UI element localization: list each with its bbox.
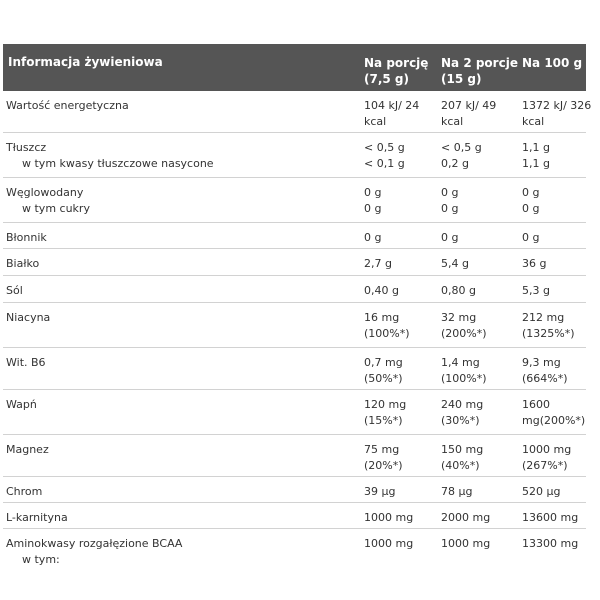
table-cell [364,185,440,217]
cell-text: Aminokwasy rozgałęzione BCAA [6,537,183,550]
table-cell [364,98,440,130]
table-row [3,348,586,390]
header-per-100g [522,55,588,71]
table-body [3,91,592,573]
table-cell [364,230,440,246]
cell-text: 1000 mg [441,537,491,550]
table-cell [364,442,440,474]
cell-text: 0 g [522,186,540,199]
cell-text: Wit. B6 [6,356,46,369]
table-cell [6,185,361,217]
table-cell [364,140,440,172]
cell-text: w tym cukry [22,202,90,215]
cell-text: (100%*) [441,372,487,385]
header-per-2-servings [441,55,517,87]
cell-text: kcal [364,115,387,128]
table-row [3,477,586,503]
cell-text: 0,7 mg [364,356,403,369]
table-cell [522,355,588,387]
cell-text: 150 mg [441,443,484,456]
cell-text: (30%*) [441,414,480,427]
cell-text: 13300 mg [522,537,579,550]
table-cell [441,536,517,552]
cell-text: 0 g [364,186,382,199]
table-cell [522,442,588,474]
table-row [3,91,592,133]
table-cell [441,230,517,246]
table-cell [6,397,361,413]
table-cell [522,256,588,272]
cell-text: 0 g [441,186,459,199]
cell-text: < 0,5 g [441,141,482,154]
cell-text: Chrom [6,485,43,498]
table-cell [6,230,361,246]
table-row [3,503,586,529]
table-cell [522,397,588,429]
cell-text: 9,3 mg [522,356,561,369]
cell-text: Błonnik [6,231,47,244]
cell-text: 16 mg [364,311,400,324]
cell-text: 36 g [522,257,547,270]
cell-text: (20%*) [364,459,403,472]
cell-text: 13600 mg [522,511,579,524]
cell-text: Sól [6,284,23,297]
table-cell [441,140,517,172]
cell-text: (200%*) [441,327,487,340]
header-per-100g-label: Na 100 g [522,56,583,70]
cell-text: L-karnityna [6,511,68,524]
cell-text: 1600 [522,398,550,411]
cell-text: < 0,1 g [364,157,405,170]
table-cell [6,310,361,326]
cell-text: w tym: [22,553,60,566]
table-row [3,435,586,477]
table-cell [441,355,517,387]
table-cell [6,140,361,172]
table-cell [522,484,588,500]
cell-text: (50%*) [364,372,403,385]
header-per-serving [364,55,440,87]
table-cell [522,98,592,130]
cell-text: 0,80 g [441,284,476,297]
cell-text: 0 g [522,202,540,215]
table-cell [441,484,517,500]
table-cell [364,510,440,526]
table-cell [522,283,588,299]
cell-text: kcal [441,115,464,128]
cell-text: 0 g [522,231,540,244]
table-cell [441,442,517,474]
cell-text: 120 mg [364,398,407,411]
cell-text: 0 g [441,202,459,215]
cell-text: Wapń [6,398,37,411]
table-cell [441,283,517,299]
cell-text: mg(200%*) [522,414,586,427]
cell-text: 32 mg [441,311,477,324]
table-cell [522,310,588,342]
table-cell [364,355,440,387]
cell-text: Tłuszcz [6,141,47,154]
table-cell [6,442,361,458]
table-row [3,303,586,348]
cell-text: (15%*) [364,414,403,427]
cell-text: 1000 mg [364,511,414,524]
cell-text: kcal [522,115,545,128]
table-cell [441,185,517,217]
cell-text: (267%*) [522,459,568,472]
cell-text: 0,40 g [364,284,399,297]
table-cell [6,256,361,272]
cell-text: 2,7 g [364,257,392,270]
table-cell [522,510,588,526]
cell-text: 240 mg [441,398,484,411]
cell-text: 104 kJ/ 24 [364,99,420,112]
cell-text: 39 µg [364,485,396,498]
cell-text: 0 g [364,202,382,215]
cell-text: 1,1 g [522,141,550,154]
cell-text: 212 mg [522,311,565,324]
table-cell [441,397,517,429]
cell-text: 1,1 g [522,157,550,170]
table-row [3,249,586,276]
cell-text: 5,4 g [441,257,469,270]
cell-text: w tym kwasy tłuszczowe nasycone [22,157,214,170]
table-cell [6,484,361,500]
table-cell [6,536,361,568]
table-cell [441,98,517,130]
cell-text: 0 g [441,231,459,244]
cell-text: (40%*) [441,459,480,472]
table-cell [6,510,361,526]
table-cell [364,484,440,500]
header-per-serving-label: Na porcję [364,56,429,70]
cell-text: 2000 mg [441,511,491,524]
table-cell [522,536,588,552]
header-per-2-servings-label: Na 2 porcje [441,56,518,70]
cell-text: 1372 kJ/ 326 [522,99,592,112]
cell-text: 1000 mg [364,537,414,550]
cell-text: Magnez [6,443,49,456]
cell-text: (664%*) [522,372,568,385]
cell-text: Niacyna [6,311,51,324]
cell-text: Węglowodany [6,186,84,199]
table-row [3,223,586,249]
header-per-serving-weight: (7,5 g) [364,72,409,86]
cell-text: 75 mg [364,443,400,456]
header-nutrition-info: Informacja żywieniowa [8,55,163,69]
table-cell [441,256,517,272]
table-cell [6,98,361,114]
table-cell [364,397,440,429]
cell-text: 520 µg [522,485,561,498]
nutrition-table [3,44,592,573]
table-cell [441,310,517,342]
table-row [3,390,586,435]
table-row [3,178,586,223]
table-cell [522,140,588,172]
table-cell [6,355,361,371]
cell-text: 1000 mg [522,443,572,456]
table-row [3,133,586,178]
cell-text: 1,4 mg [441,356,480,369]
table-cell [364,256,440,272]
table-row [3,276,586,303]
table-cell [364,310,440,342]
cell-text: Wartość energetyczna [6,99,129,112]
table-cell [441,510,517,526]
cell-text: < 0,5 g [364,141,405,154]
cell-text: 0,2 g [441,157,469,170]
header-per-2-servings-weight: (15 g) [441,72,482,86]
table-cell [522,185,588,217]
cell-text: (100%*) [364,327,410,340]
table-cell [364,536,440,552]
table-row [3,529,586,573]
cell-text: (1325%*) [522,327,575,340]
cell-text: 0 g [364,231,382,244]
cell-text: 207 kJ/ 49 [441,99,497,112]
table-header [3,44,586,91]
cell-text: Białko [6,257,40,270]
cell-text: 78 µg [441,485,473,498]
cell-text: 5,3 g [522,284,550,297]
table-cell [522,230,588,246]
table-cell [6,283,361,299]
table-cell [364,283,440,299]
